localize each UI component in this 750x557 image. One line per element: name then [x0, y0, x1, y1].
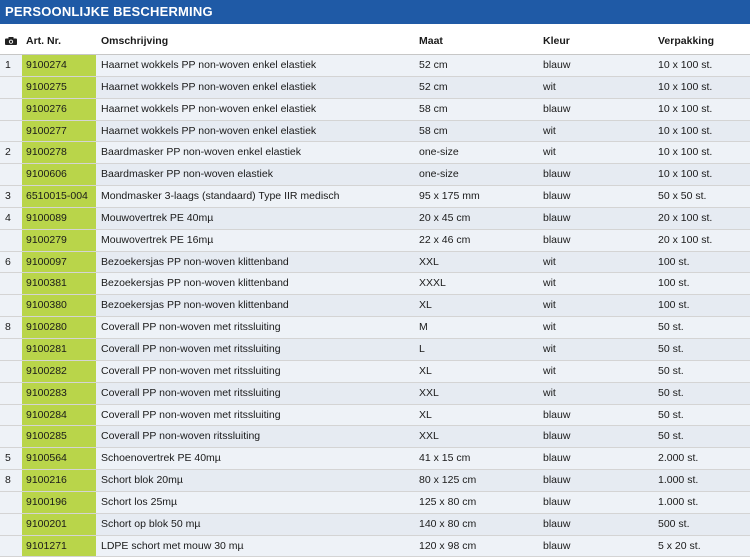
article-number-cell: 9100284: [22, 405, 96, 426]
table-row: [0, 142, 750, 164]
description-cell: Schort blok 20mµ: [101, 474, 183, 487]
row-number-cell: 8: [0, 470, 22, 491]
table-row: [0, 121, 750, 143]
table-row: [0, 361, 750, 383]
table-row: [0, 426, 750, 448]
table-header: [0, 28, 750, 55]
product-table: [0, 55, 750, 557]
packaging-cell: 10 x 100 st.: [658, 80, 713, 93]
article-number-cell: 9100280: [22, 317, 96, 338]
packaging-cell: 50 st.: [658, 364, 684, 377]
packaging-cell: 5 x 20 st.: [658, 539, 701, 552]
article-number-cell: 9100274: [22, 55, 96, 76]
color-cell: wit: [543, 146, 556, 159]
camera-icon: [5, 37, 17, 45]
description-cell: Coverall PP non-woven ritssluiting: [101, 430, 261, 443]
size-cell: 58 cm: [419, 102, 448, 115]
size-cell: XXL: [419, 430, 439, 443]
packaging-cell: 100 st.: [658, 299, 690, 312]
color-cell: blauw: [543, 102, 571, 115]
table-row: [0, 405, 750, 427]
size-cell: one-size: [419, 168, 459, 181]
article-number-cell: 9100564: [22, 448, 96, 469]
color-cell: wit: [543, 321, 556, 334]
packaging-cell: 100 st.: [658, 255, 690, 268]
description-cell: Mouwovertrek PE 40mµ: [101, 211, 214, 224]
size-cell: 52 cm: [419, 59, 448, 71]
article-number-cell: 9100277: [22, 121, 96, 142]
description-cell: Schort los 25mµ: [101, 495, 178, 508]
row-number-cell: [0, 99, 22, 120]
size-cell: 22 x 46 cm: [419, 233, 471, 246]
table-row: [0, 492, 750, 514]
description-cell: Haarnet wokkels PP non-woven enkel elastiek: [101, 102, 317, 115]
packaging-cell: 10 x 100 st.: [658, 146, 713, 159]
row-number-cell: 3: [0, 186, 22, 207]
size-cell: 125 x 80 cm: [419, 495, 477, 508]
row-number-cell: [0, 492, 22, 513]
header-art-nr: Art. Nr.: [26, 35, 62, 47]
packaging-cell: 20 x 100 st.: [658, 233, 713, 246]
row-number-cell: 2: [0, 142, 22, 163]
table-row: [0, 317, 750, 339]
color-cell: blauw: [543, 190, 571, 203]
row-number-cell: [0, 383, 22, 404]
size-cell: 80 x 125 cm: [419, 474, 477, 487]
row-number-cell: [0, 121, 22, 142]
description-cell: Coverall PP non-woven met ritssluiting: [101, 342, 281, 355]
header-maat: Maat: [419, 35, 443, 47]
article-number-cell: 9100283: [22, 383, 96, 404]
table-row: [0, 514, 750, 536]
description-cell: Bezoekersjas PP non-woven klittenband: [101, 277, 289, 290]
row-number-cell: [0, 339, 22, 360]
size-cell: one-size: [419, 146, 459, 159]
row-number-cell: [0, 164, 22, 185]
packaging-cell: 10 x 100 st.: [658, 168, 713, 181]
article-number-cell: 9100201: [22, 514, 96, 535]
description-cell: Coverall PP non-woven met ritssluiting: [101, 364, 281, 377]
size-cell: 120 x 98 cm: [419, 539, 477, 552]
packaging-cell: 50 st.: [658, 321, 684, 334]
article-number-cell: 9100279: [22, 230, 96, 251]
description-cell: Haarnet wokkels PP non-woven enkel elastiek: [101, 80, 317, 93]
size-cell: 41 x 15 cm: [419, 452, 471, 465]
color-cell: blauw: [543, 539, 571, 552]
size-cell: XL: [419, 299, 432, 312]
article-number-cell: 9100275: [22, 77, 96, 98]
table-row: [0, 470, 750, 492]
row-number-cell: [0, 295, 22, 316]
packaging-cell: 2.000 st.: [658, 452, 699, 465]
article-number-cell: 9100278: [22, 142, 96, 163]
row-number-cell: [0, 426, 22, 447]
color-cell: blauw: [543, 430, 571, 443]
size-cell: 52 cm: [419, 80, 448, 93]
row-number-cell: [0, 536, 22, 557]
color-cell: blauw: [543, 495, 571, 508]
packaging-cell: 1.000 st.: [658, 474, 699, 487]
table-row: [0, 295, 750, 317]
row-number-cell: [0, 514, 22, 535]
article-number-cell: 9100276: [22, 99, 96, 120]
color-cell: blauw: [543, 474, 571, 487]
article-number-cell: 9100089: [22, 208, 96, 229]
row-number-cell: [0, 230, 22, 251]
table-row: [0, 77, 750, 99]
description-cell: LDPE schort met mouw 30 mµ: [101, 539, 244, 552]
table-row: [0, 186, 750, 208]
packaging-cell: 50 st.: [658, 430, 684, 443]
row-number-cell: 6: [0, 252, 22, 273]
article-number-cell: 9100606: [22, 164, 96, 185]
packaging-cell: 10 x 100 st.: [658, 59, 713, 71]
table-row: [0, 208, 750, 230]
size-cell: 58 cm: [419, 124, 448, 137]
table-row: [0, 448, 750, 470]
color-cell: wit: [543, 124, 556, 137]
row-number-cell: [0, 361, 22, 382]
article-number-cell: 9100216: [22, 470, 96, 491]
packaging-cell: 100 st.: [658, 277, 690, 290]
packaging-cell: 50 st.: [658, 408, 684, 421]
article-number-cell: 9100282: [22, 361, 96, 382]
page-title: PERSOONLIJKE BESCHERMING: [0, 0, 750, 24]
row-number-cell: [0, 273, 22, 294]
article-number-cell: 9100281: [22, 339, 96, 360]
packaging-cell: 50 x 50 st.: [658, 190, 707, 203]
article-number-cell: 9101271: [22, 536, 96, 557]
packaging-cell: 1.000 st.: [658, 495, 699, 508]
packaging-cell: 20 x 100 st.: [658, 211, 713, 224]
packaging-cell: 50 st.: [658, 386, 684, 399]
table-row: [0, 252, 750, 274]
color-cell: blauw: [543, 452, 571, 465]
size-cell: XXXL: [419, 277, 446, 290]
description-cell: Haarnet wokkels PP non-woven enkel elastiek: [101, 59, 317, 71]
article-number-cell: 9100196: [22, 492, 96, 513]
table-row: [0, 536, 750, 557]
color-cell: wit: [543, 277, 556, 290]
table-row: [0, 99, 750, 121]
size-cell: XL: [419, 408, 432, 421]
description-cell: Coverall PP non-woven met ritssluiting: [101, 321, 281, 334]
table-row: [0, 383, 750, 405]
color-cell: blauw: [543, 168, 571, 181]
row-number-cell: [0, 405, 22, 426]
color-cell: blauw: [543, 233, 571, 246]
row-number-cell: 1: [0, 55, 22, 76]
header-verpakking: Verpakking: [658, 35, 715, 47]
article-number-cell: 9100285: [22, 426, 96, 447]
packaging-cell: 10 x 100 st.: [658, 124, 713, 137]
row-number-cell: 5: [0, 448, 22, 469]
description-cell: Schort op blok 50 mµ: [101, 517, 201, 530]
size-cell: XL: [419, 364, 432, 377]
color-cell: blauw: [543, 517, 571, 530]
size-cell: 20 x 45 cm: [419, 211, 471, 224]
color-cell: wit: [543, 386, 556, 399]
color-cell: wit: [543, 364, 556, 377]
table-row: [0, 273, 750, 295]
header-kleur: Kleur: [543, 35, 570, 47]
description-cell: Bezoekersjas PP non-woven klittenband: [101, 255, 289, 268]
size-cell: 140 x 80 cm: [419, 517, 477, 530]
article-number-cell: 9100380: [22, 295, 96, 316]
description-cell: Bezoekersjas PP non-woven klittenband: [101, 299, 289, 312]
description-cell: Schoenovertrek PE 40mµ: [101, 452, 221, 465]
packaging-cell: 10 x 100 st.: [658, 102, 713, 115]
description-cell: Mondmasker 3-laags (standaard) Type IIR medisch: [101, 190, 340, 203]
table-row: [0, 55, 750, 77]
packaging-cell: 50 st.: [658, 342, 684, 355]
table-row: [0, 230, 750, 252]
table-row: [0, 339, 750, 361]
size-cell: 95 x 175 mm: [419, 190, 480, 203]
size-cell: XXL: [419, 255, 439, 268]
color-cell: blauw: [543, 408, 571, 421]
color-cell: wit: [543, 342, 556, 355]
size-cell: M: [419, 321, 428, 334]
article-number-cell: 6510015-004: [22, 186, 96, 207]
color-cell: blauw: [543, 59, 571, 71]
description-cell: Coverall PP non-woven met ritssluiting: [101, 408, 281, 421]
size-cell: L: [419, 342, 425, 355]
color-cell: blauw: [543, 211, 571, 224]
description-cell: Baardmasker PP non-woven enkel elastiek: [101, 146, 301, 159]
description-cell: Coverall PP non-woven met ritssluiting: [101, 386, 281, 399]
article-number-cell: 9100381: [22, 273, 96, 294]
row-number-cell: 8: [0, 317, 22, 338]
row-number-cell: 4: [0, 208, 22, 229]
table-row: [0, 164, 750, 186]
row-number-cell: [0, 77, 22, 98]
packaging-cell: 500 st.: [658, 517, 690, 530]
size-cell: XXL: [419, 386, 439, 399]
color-cell: wit: [543, 299, 556, 312]
description-cell: Baardmasker PP non-woven elastiek: [101, 168, 273, 181]
color-cell: wit: [543, 255, 556, 268]
color-cell: wit: [543, 80, 556, 93]
description-cell: Haarnet wokkels PP non-woven enkel elastiek: [101, 124, 317, 137]
description-cell: Mouwovertrek PE 16mµ: [101, 233, 214, 246]
header-omschrijving: Omschrijving: [101, 35, 169, 47]
article-number-cell: 9100097: [22, 252, 96, 273]
